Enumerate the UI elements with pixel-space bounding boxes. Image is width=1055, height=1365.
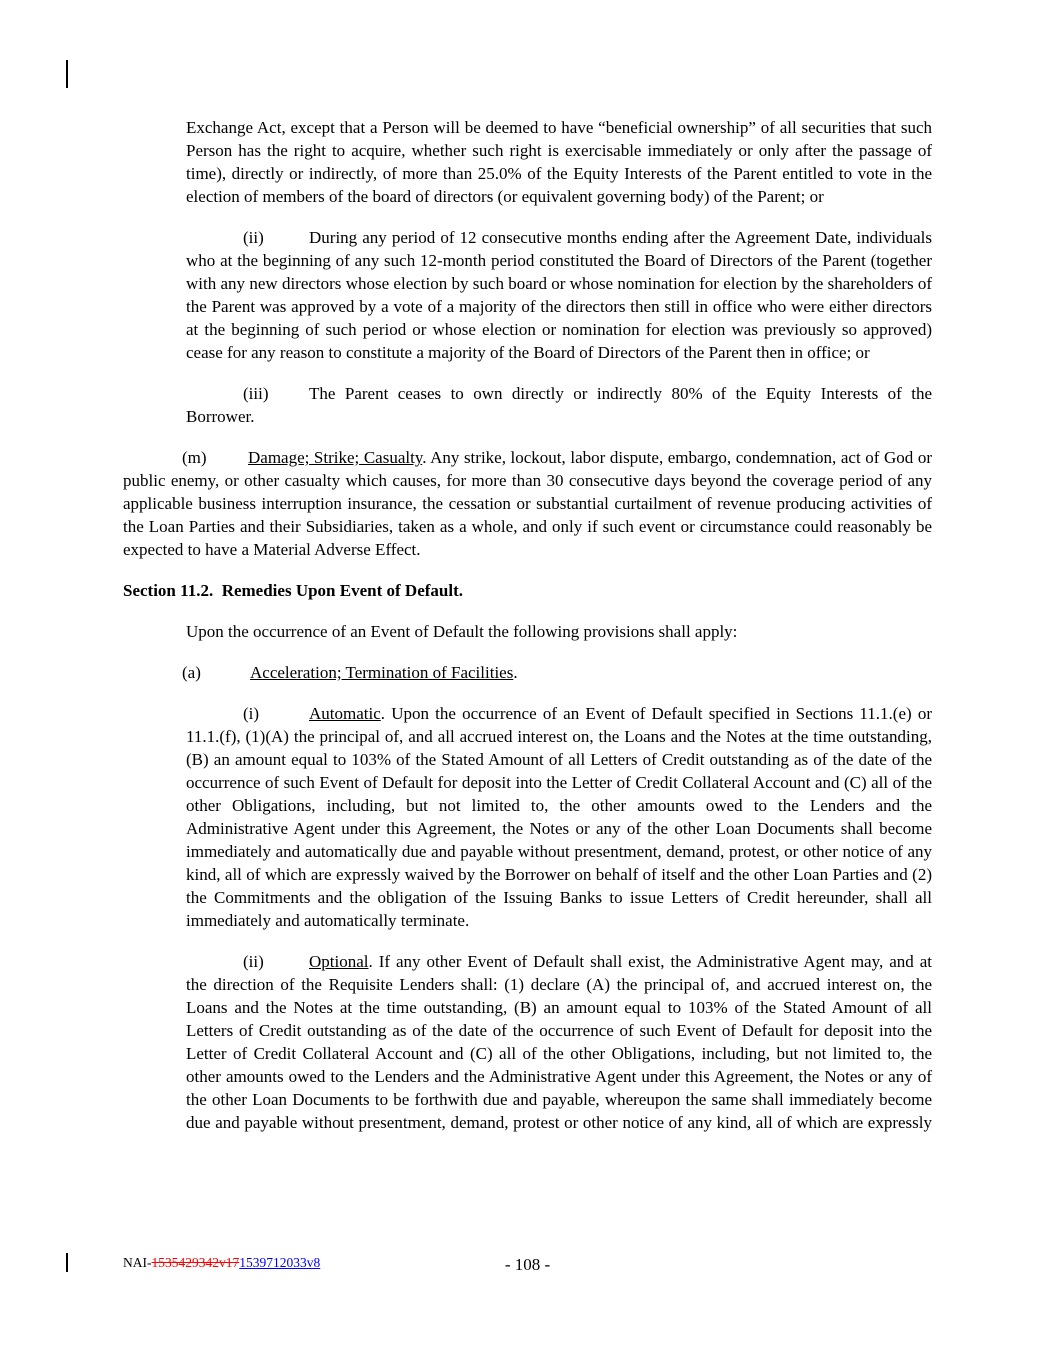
revision-change-bar-top bbox=[66, 60, 68, 88]
clause-marker: (ii) bbox=[243, 228, 264, 247]
clause-text: The Parent ceases to own directly or indirectly 80% of the Equity Interests of the Borrower. bbox=[186, 384, 932, 426]
clause-heading: Damage; Strike; Casualty bbox=[248, 448, 423, 467]
clause-marker: (ii) bbox=[243, 952, 264, 971]
clause-heading: Automatic bbox=[309, 704, 381, 723]
doc-id-deleted: 1535429342v17 bbox=[151, 1255, 240, 1270]
clause-marker: (i) bbox=[243, 704, 260, 723]
clause-heading: Optional bbox=[309, 952, 369, 971]
doc-id-prefix: NAI- bbox=[123, 1255, 152, 1270]
clause-a-i-automatic bbox=[186, 702, 932, 932]
clause-text: . Any strike, lockout, labor dispute, embargo, condemnation, act of God or public enemy, or other casualty which causes, for more than 30 consecutive days beyond the coverage period of any applicable business interruption insurance, the cessation or substantial curtailment of revenue producing activities of the Loan Parties and their Subsidiaries, taken as a whole, and only if such event or circumstance could reasonably be expected to have a Material Adverse Effect. bbox=[123, 448, 932, 559]
clause-marker: (iii) bbox=[243, 384, 269, 403]
clause-a-ii-optional bbox=[186, 950, 932, 1134]
clause-text: . Upon the occurrence of an Event of Default specified in Sections 11.1.(e) or 11.1.(f), (1)(A) the principal of, and all accrued interest on, the Loans and the Notes at the time outstanding, (B) an amount equal to 103% of the Stated Amount of all Letters of Credit outstanding as of the date of the occurrence of such Event of Default for deposit into the Letter of Credit Collateral Account and (C) all of the other Obligations, including, but not limited to, the other amounts owed to the Lenders and the Administrative Agent under this Agreement, the Notes or any of the other Loan Documents shall become immediately and automatically due and payable without presentment, demand, protest, or other notice of any kind, all of which are expressly waived by the Borrower on behalf of itself and the other Loan Parties and (2) the Commitments and the obligation of the Issuing Banks to issue Letters of Credit hereunder, shall all immediately and automatically terminate. bbox=[186, 704, 932, 930]
clause-marker: (m) bbox=[182, 448, 207, 467]
clause-text: . If any other Event of Default shall exist, the Administrative Agent may, and at the direction of the Requisite Lenders shall: (1) declare (A) the principal of, and accrued interest on, the Loans and the Notes at the time outstanding, (B) an amount equal to 103% of the Stated Amount of all Letters of Credit outstanding as of the date of the occurrence of such Event of Default for deposit into the Letter of Credit Collateral Account and (C) all of the other Obligations, including, but not limited to, the other amounts owed to the Lenders and the Administrative Agent under this Agreement, the Notes or any of the other Loan Documents to be forthwith due and payable, whereupon the same shall immediately become due and payable without presentment, demand, protest or other notice of any kind, all of which are expressly bbox=[186, 952, 932, 1132]
doc-id-inserted: 1539712033v8 bbox=[239, 1255, 321, 1270]
clause-m-damage-strike-casualty bbox=[123, 446, 932, 561]
continuation-paragraph-text: Exchange Act, except that a Person will be deemed to have “beneficial ownership” of all securities that such Person has the right to acquire, whether such right is exercisable immediately or only after the passage of time), directly or indirectly, of more than 25.0% of the Equity Interests of the Parent entitled to vote in the election of members of the board of directors (or equivalent governing body) of the Parent; or bbox=[186, 118, 932, 206]
intro-paragraph bbox=[123, 620, 932, 643]
clause-marker: (a) bbox=[182, 663, 201, 682]
clause-a-acceleration-termination bbox=[182, 661, 932, 684]
page-number: - 108 - bbox=[504, 1255, 551, 1274]
clause-iii-equity-interests bbox=[186, 382, 932, 428]
page-body bbox=[123, 116, 932, 1152]
clause-text: . bbox=[513, 663, 518, 682]
clause-ii-board-of-directors bbox=[186, 226, 932, 364]
clause-heading: Acceleration; Termination of Facilities bbox=[250, 663, 514, 682]
section-heading-11-2: Section 11.2. Remedies Upon Event of Default. bbox=[123, 581, 463, 600]
continuation-paragraph bbox=[186, 116, 932, 208]
clause-text: During any period of 12 consecutive months ending after the Agreement Date, individuals who at the beginning of any such 12-month period constituted the Board of Directors of the Parent (together with any new directors whose election by such board or whose nomination for election by the shareholders of the Parent was approved by a vote of a majority of the directors then still in office who were either directors at the beginning of such period or whose election or nomination for election was previously so approved) cease for any reason to constitute a majority of the Board of Directors of the Parent then in office; or bbox=[186, 228, 932, 362]
intro-paragraph-text: Upon the occurrence of an Event of Default the following provisions shall apply: bbox=[186, 622, 738, 641]
